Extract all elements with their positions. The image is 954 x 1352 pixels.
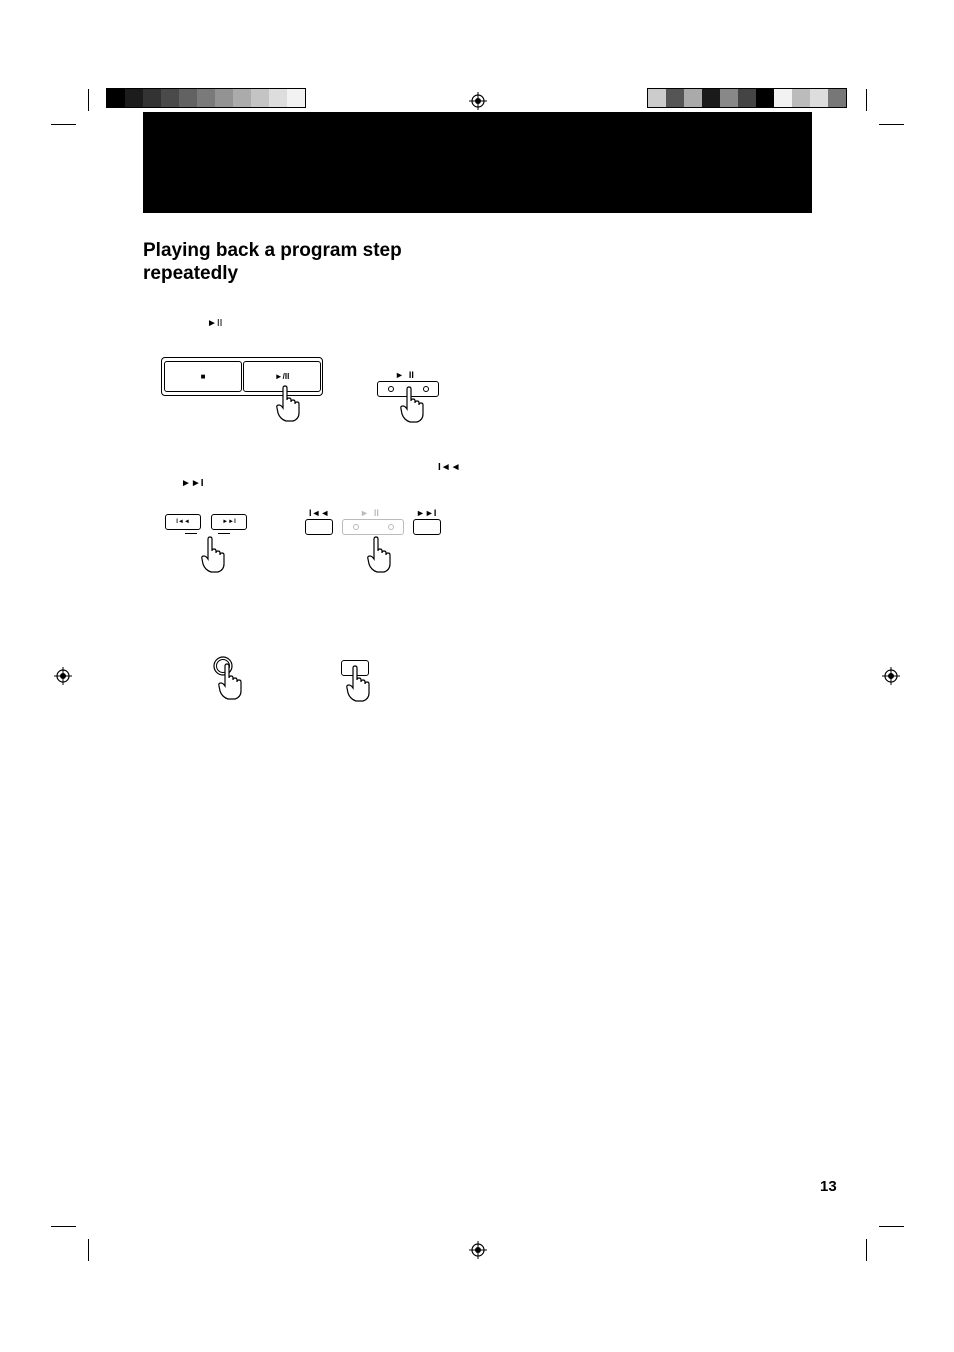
remote-play-pause-label-dim: ► II: [360, 508, 379, 518]
indicator-dot-icon: [353, 524, 359, 530]
color-swatch: [774, 89, 792, 107]
pressing-hand-icon: [276, 386, 300, 422]
section-title: Playing back a program step repeatedly: [143, 240, 402, 284]
crop-mark: [88, 89, 89, 111]
indicator-dot-icon: [388, 524, 394, 530]
crop-mark: [866, 1239, 867, 1261]
color-swatch: [143, 89, 161, 107]
crop-mark: [866, 89, 867, 111]
play-pause-icon: ►/II: [274, 372, 290, 381]
registration-mark-top-icon: [469, 92, 487, 110]
pressing-hand-icon: [201, 537, 225, 573]
step2-skip-back-glyph: I◄◄: [438, 462, 461, 473]
color-swatch: [179, 89, 197, 107]
stop-icon: ■: [200, 372, 206, 381]
divider: [218, 533, 230, 534]
remote-skip-back-label: I◄◄: [309, 508, 330, 518]
step1-play-pause-glyph: ►II: [207, 318, 223, 329]
color-swatch: [233, 89, 251, 107]
step2-skip-fwd-glyph: ►►I: [181, 478, 204, 489]
skip-fwd-button[interactable]: [211, 514, 247, 530]
pressing-hand-icon: [367, 537, 391, 573]
registration-mark-bottom-icon: [469, 1241, 487, 1259]
color-swatch: [125, 89, 143, 107]
color-swatch: [648, 89, 666, 107]
skip-back-icon: I◄◄: [176, 519, 190, 525]
color-swatch: [738, 89, 756, 107]
divider: [185, 533, 197, 534]
color-swatch: [161, 89, 179, 107]
color-swatch: [215, 89, 233, 107]
color-swatch: [810, 89, 828, 107]
color-swatch: [269, 89, 287, 107]
remote-skip-fwd-button[interactable]: [413, 519, 441, 535]
crop-mark: [879, 124, 904, 125]
color-bar-left: [106, 88, 306, 108]
crop-mark: [88, 1239, 89, 1261]
remote-play-pause-label: ► II: [395, 370, 414, 380]
remote-skip-back-button[interactable]: [305, 519, 333, 535]
color-swatch: [756, 89, 774, 107]
skip-back-button[interactable]: [165, 514, 201, 530]
color-swatch: [828, 89, 846, 107]
registration-mark-left-icon: [54, 667, 72, 685]
skip-fwd-icon: ►►I: [222, 519, 236, 525]
color-swatch: [792, 89, 810, 107]
pressing-hand-icon: [218, 664, 242, 700]
crop-mark: [51, 1226, 76, 1227]
color-swatch: [702, 89, 720, 107]
remote-skip-fwd-label: ►►I: [416, 508, 437, 518]
pressing-hand-icon: [400, 387, 424, 423]
page-number: 13: [820, 1178, 837, 1195]
color-swatch: [287, 89, 305, 107]
color-swatch: [684, 89, 702, 107]
indicator-dot-icon: [388, 386, 394, 392]
color-swatch: [251, 89, 269, 107]
remote-play-pause-button-dim[interactable]: [342, 519, 404, 535]
crop-mark: [51, 124, 76, 125]
pressing-hand-icon: [346, 666, 370, 702]
crop-mark: [879, 1226, 904, 1227]
color-swatch: [197, 89, 215, 107]
color-bar-right: [647, 88, 847, 108]
color-swatch: [666, 89, 684, 107]
header-band: [143, 112, 812, 213]
color-swatch: [107, 89, 125, 107]
color-swatch: [720, 89, 738, 107]
registration-mark-right-icon: [882, 667, 900, 685]
stop-button[interactable]: [164, 361, 242, 392]
